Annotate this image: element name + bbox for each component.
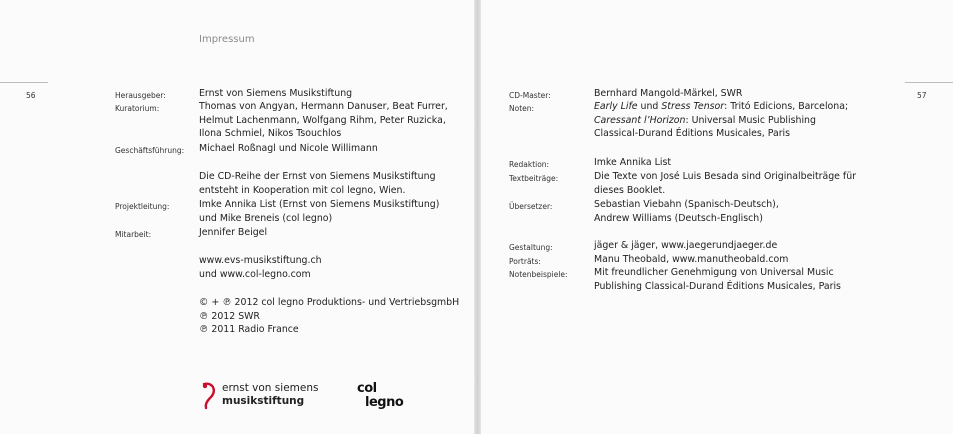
label-cd-master: CD-Master: — [509, 91, 551, 100]
value-redaktion — [594, 156, 671, 170]
copyright-line: ℗ 2011 Radio France — [199, 324, 299, 335]
evs-logo-line2: musikstiftung — [222, 395, 305, 407]
value-gestaltung — [594, 239, 777, 253]
spine-gutter — [474, 0, 481, 434]
copyright-line: © + ℗ 2012 col legno Produktions- und VertriebsgmbH — [199, 297, 460, 308]
page-number: 56 — [26, 91, 36, 100]
value-line: Ilona Schmiel, Nikos Tsouchlos — [199, 128, 342, 139]
value-line: Thomas von Angyan, Hermann Danuser, Beat Furrer, — [199, 101, 448, 112]
value-line: Imke Annika List — [594, 157, 672, 168]
value-line: jäger & jäger, www.jaegerundjaeger.de — [594, 240, 778, 251]
page-rule — [905, 82, 953, 83]
value-line: Ernst von Siemens Musikstiftung — [199, 88, 353, 99]
value-line: Jennifer Beigel — [199, 227, 268, 238]
value-line: dieses Booklet. — [594, 184, 666, 196]
value-line: Sebastian Viebahn (Spanisch-Deutsch), — [594, 199, 779, 210]
value-kuratorium — [199, 100, 448, 141]
website-links — [199, 254, 322, 281]
text-fragment: : Universal Music Publishing — [685, 114, 816, 126]
value-line — [594, 114, 848, 128]
value-line: Bernhard Mangold-Märkel, SWR — [594, 88, 743, 99]
value-projektleitung — [199, 198, 439, 225]
value-line: Helmut Lachenmann, Wolfgang Rihm, Peter Ruzicka, — [199, 114, 446, 126]
col-legno-logo — [357, 382, 403, 410]
value-herausgeber — [199, 87, 352, 101]
note-line: entsteht in Kooperation mit col legno, Wien. — [199, 184, 406, 196]
value-geschaeftsfuehrung — [199, 142, 378, 156]
label-projektleitung: Projektleitung: — [115, 202, 170, 211]
value-mitarbeit — [199, 226, 267, 240]
work-title: Stress Tensor — [661, 101, 725, 112]
work-title: Caressant l’Horizon — [594, 114, 686, 126]
col-legno-line2: legno — [365, 395, 404, 410]
value-noten — [594, 100, 848, 141]
value-uebersetzer — [594, 198, 779, 225]
evs-logo-text — [222, 382, 318, 408]
text-fragment: : Tritó Edicions, Barcelona; — [724, 101, 849, 112]
text-fragment: und — [637, 101, 662, 112]
value-line: Michael Roßnagl und Nicole Willimann — [199, 143, 378, 154]
label-geschaeftsfuehrung: Geschäftsführung: — [115, 146, 185, 155]
right-page — [481, 0, 953, 434]
copyright-line: ℗ 2012 SWR — [199, 310, 260, 322]
work-title: Early Life — [594, 101, 638, 112]
label-portraets: Porträts: — [509, 257, 541, 266]
value-line: Mit freundlicher Genehmigung von Universal Music — [594, 267, 834, 278]
value-line — [594, 100, 848, 114]
label-redaktion: Redaktion: — [509, 160, 550, 169]
label-textbeitraege: Textbeiträge: — [509, 174, 559, 183]
evs-logo — [200, 380, 319, 414]
value-line: Andrew Williams (Deutsch-Englisch) — [594, 212, 763, 224]
label-mitarbeit: Mitarbeit: — [115, 230, 152, 239]
evs-mark-icon — [200, 380, 220, 410]
label-kuratorium: Kuratorium: — [115, 104, 160, 113]
value-line: Publishing Classical-Durand Éditions Musicales, Paris — [594, 280, 841, 292]
value-notenbeispiele — [594, 266, 841, 293]
page-rule — [0, 82, 48, 83]
value-line: Die Texte von José Luis Besada sind Originalbeiträge für — [594, 171, 857, 182]
left-page — [0, 0, 474, 434]
copyright-block — [199, 296, 459, 337]
evs-logo-line1: ernst von siemens — [222, 382, 319, 394]
note-line: Die CD-Reihe der Ernst von Siemens Musikstiftung — [199, 171, 436, 182]
label-herausgeber: Herausgeber: — [115, 91, 166, 100]
value-line: Manu Theobald, www.manutheobald.com — [594, 254, 789, 265]
page-number: 57 — [917, 91, 927, 100]
value-cd-master — [594, 87, 742, 101]
website-link: und www.col-legno.com — [199, 268, 311, 280]
page-heading: Impressum — [199, 34, 255, 45]
value-line: Classical-Durand Éditions Musicales, Paris — [594, 128, 791, 139]
value-portraets — [594, 253, 788, 267]
label-uebersetzer: Übersetzer: — [509, 202, 553, 211]
value-line: und Mike Breneis (col legno) — [199, 212, 333, 224]
label-noten: Noten: — [509, 104, 535, 113]
value-textbeitraege — [594, 170, 856, 197]
label-notenbeispiele: Notenbeispiele: — [509, 270, 568, 279]
cd-series-note — [199, 170, 436, 197]
col-legno-line1: col — [357, 381, 377, 396]
website-link: www.evs-musikstiftung.ch — [199, 255, 322, 266]
label-gestaltung: Gestaltung: — [509, 243, 553, 252]
value-line: Imke Annika List (Ernst von Siemens Musikstiftung) — [199, 199, 440, 210]
